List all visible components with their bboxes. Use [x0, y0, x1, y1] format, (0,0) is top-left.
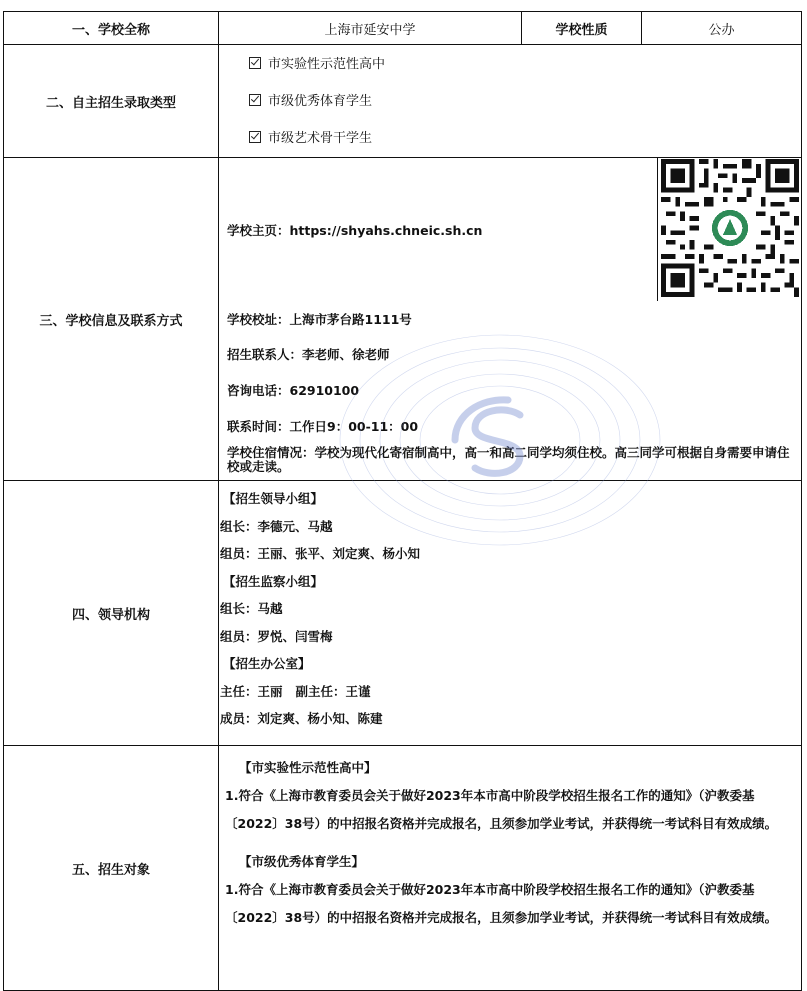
leadership-heading: 【招生办公室】	[223, 656, 311, 671]
qr-code-cell	[657, 158, 802, 301]
admission-type-label: 市实验性示范性高中	[268, 56, 386, 72]
admission-types-cell	[219, 45, 802, 158]
info-table	[3, 11, 802, 991]
admission-type-label: 市级优秀体育学生	[268, 93, 373, 109]
label-school-name: 一、学校全称	[4, 12, 219, 45]
target-section-title: 【市级优秀体育学生】	[239, 854, 365, 869]
enrollment-targets-cell	[219, 746, 802, 991]
leadership-line: 组员：王丽、张平、刘定爽、杨小知	[220, 546, 421, 561]
row-leadership	[4, 481, 802, 746]
leadership-heading: 【招生领导小组】	[223, 491, 324, 506]
row-enrollment-targets	[4, 746, 802, 991]
row-school-name	[4, 12, 802, 45]
row-school-info	[4, 158, 802, 481]
school-info-cell	[219, 158, 802, 481]
leadership-heading: 【招生监察小组】	[223, 573, 324, 589]
qr-code-icon	[661, 159, 799, 297]
label-admission-types: 二、自主招生录取类型	[4, 45, 219, 158]
label-school-info: 三、学校信息及联系方式	[4, 158, 219, 481]
admission-type-label: 市级艺术骨干学生	[268, 130, 373, 146]
address-text: 学校校址：上海市茅台路1111号	[227, 312, 412, 327]
leadership-cell	[219, 481, 802, 746]
label-school-nature: 学校性质	[522, 12, 642, 45]
phone-text: 咨询电话：62910100	[227, 383, 360, 398]
contact-person-text: 招生联系人：李老师、徐老师	[227, 347, 390, 362]
label-leadership: 四、领导机构	[4, 481, 219, 746]
target-section-text: 1.符合《上海市教育委员会关于做好2023年本市高中阶段学校招生报名工作的通知》（沪教委基〔2022〕38号）的中招报名资格并完成报名，且须参加学业考试，并获得统一考试科目有效成绩。	[225, 882, 778, 925]
school-nature-value: 公办	[642, 12, 802, 45]
checkbox-checked-icon	[249, 94, 261, 106]
school-info-subtable	[219, 158, 802, 477]
admission-type-item	[219, 83, 801, 120]
leadership-line: 组员：罗悦、闫雪梅	[220, 628, 333, 644]
leadership-line: 主任：王丽 副主任：王谨	[220, 683, 371, 699]
checkbox-checked-icon	[249, 57, 261, 69]
target-section-title: 【市实验性示范性高中】	[239, 760, 377, 775]
admission-type-item	[219, 46, 801, 83]
enrollment-form	[3, 11, 801, 991]
leadership-line: 组长：马越	[220, 601, 283, 616]
homepage-text: 学校主页：https://shyahs.chneic.sh.cn	[227, 222, 483, 238]
leadership-line: 组长：李德元、马越	[220, 518, 333, 534]
row-admission-types	[4, 45, 802, 158]
contact-block	[219, 337, 802, 444]
school-name-value: 上海市延安中学	[219, 12, 522, 45]
admission-type-item	[219, 120, 801, 157]
hours-text: 联系时间：工作日9：00-11：00	[227, 419, 419, 434]
leadership-line: 成员：刘定爽、杨小知、陈建	[220, 711, 383, 726]
checkbox-checked-icon	[249, 131, 261, 143]
label-enrollment-targets: 五、招生对象	[4, 746, 219, 991]
target-section-text: 1.符合《上海市教育委员会关于做好2023年本市高中阶段学校招生报名工作的通知》（沪教委基〔2022〕38号）的中招报名资格并完成报名，且须参加学业考试，并获得统一考试科目有效成绩。	[225, 788, 778, 831]
boarding-text: 学校住宿情况：学校为现代化寄宿制高中，高一和高二同学均须住校。高三同学可根据自身需要申请住校或走读。	[227, 445, 790, 474]
